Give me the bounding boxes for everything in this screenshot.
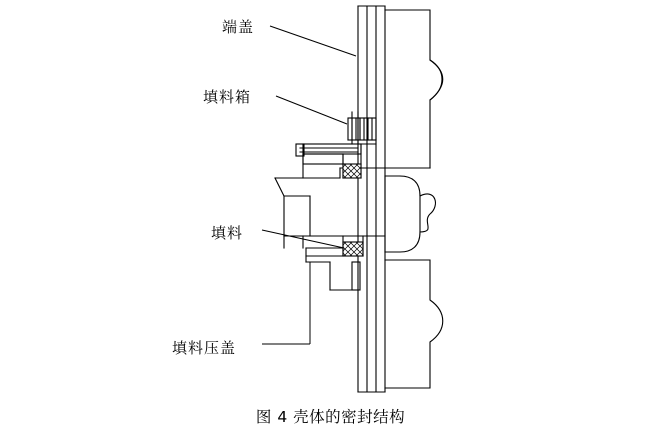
bolt-assembly <box>296 112 376 156</box>
label-packing-gland: 填料压盖 <box>172 339 237 357</box>
figure-caption: 图 4 壳体的密封结构 <box>255 408 406 426</box>
leader-lines <box>262 26 356 344</box>
packing-lower <box>343 242 363 256</box>
label-packing: 填料 <box>211 224 244 242</box>
shell-hub <box>275 154 385 248</box>
vessel-body <box>385 10 443 388</box>
label-stuffing-box: 填料箱 <box>203 88 252 106</box>
leader-duangai <box>270 26 356 56</box>
packing-upper <box>343 164 361 178</box>
leader-tianliaoxiang <box>276 96 347 124</box>
end-cover-plate <box>358 6 385 392</box>
detail-lines <box>310 176 385 252</box>
label-end-cover: 端盖 <box>222 18 255 36</box>
